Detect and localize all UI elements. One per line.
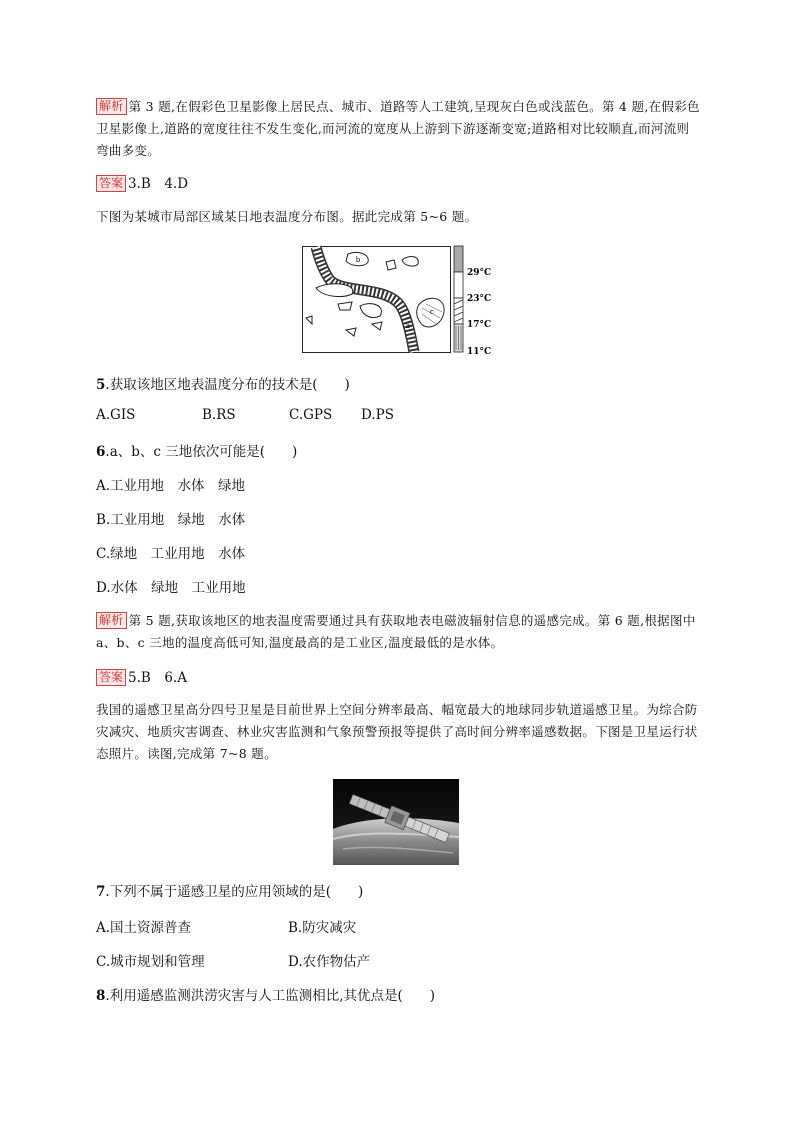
question-stem: .获取该地区地表温度分布的技术是( ) <box>105 377 350 393</box>
answer-tag: 答案 <box>96 669 126 686</box>
legend-29: 29°C <box>467 268 492 278</box>
q5-option-b: B.RS <box>202 407 236 423</box>
map-label-b: b <box>355 256 361 264</box>
question-stem: .a、b、c 三地依次可能是( ) <box>105 444 298 460</box>
intro-7-8: 我国的遥感卫星高分四号卫星是目前世界上空间分辨率最高、幅宽最大的地球同步轨道遥感卫星。为综合防灾减灾、地质灾害调查、林业灾害监测和气象预警预报等提供了高时间分辨率遥感数据。下图是卫星运行状态照片。读图,完成第 7~8 题。 <box>96 702 698 761</box>
q6-option-b: B.工业用地 绿地 水体 <box>96 512 246 528</box>
q7-option-b: B.防灾减灾 <box>288 920 357 936</box>
legend-11: 11°C <box>467 347 492 356</box>
analysis-tag: 解析 <box>96 612 127 629</box>
q7-option-d: D.农作物估产 <box>288 954 371 970</box>
question-stem: .利用遥感监测洪涝灾害与人工监测相比,其优点是( ) <box>105 988 436 1004</box>
map-label-c: c <box>430 308 434 316</box>
answer-5-6 <box>96 668 700 688</box>
legend-23: 23°C <box>467 294 492 304</box>
temperature-map <box>302 244 496 356</box>
intro-5-6: 下图为某城市局部区域某日地表温度分布图。据此完成第 5~6 题。 <box>96 209 478 224</box>
q6-option-a: A.工业用地 水体 绿地 <box>96 478 246 494</box>
q7-option-c: C.城市规划和管理 <box>96 954 205 970</box>
answer-3-4 <box>96 174 700 194</box>
analysis-text: 第 3 题,在假彩色卫星影像上居民点、城市、道路等人工建筑,呈现灰白色或浅蓝色。第 4 题,在假彩色卫星影像上,道路的宽度往往不发生变化,而河流的宽度从上游到下游逐渐变宽;道路相对比较顺直,而河流则弯曲多变。 <box>96 99 700 158</box>
q5-option-a: A.GIS <box>96 407 136 423</box>
question-8: 8.利用遥感监测洪涝灾害与人工监测相比,其优点是( ) <box>96 984 435 1004</box>
analysis-5-6 <box>96 610 700 654</box>
answer-text: 5.B 6.A <box>128 670 187 686</box>
question-stem: .下列不属于遥感卫星的应用领域的是( ) <box>105 884 364 900</box>
q7-option-a: A.国土资源普查 <box>96 920 192 936</box>
q6-option-c: C.绿地 工业用地 水体 <box>96 546 246 562</box>
analysis-text: 第 5 题,获取该地区的地表温度需要通过具有获取地表电磁波辐射信息的遥感完成。第 6 题,根据图中 a、b、c 三地的温度高低可知,温度最高的是工业区,温度最低的是水体。 <box>96 613 696 650</box>
q5-option-d: D.PS <box>361 407 394 423</box>
answer-tag: 答案 <box>96 175 126 192</box>
question-7: 7.下列不属于遥感卫星的应用领域的是( ) <box>96 880 363 900</box>
q5-option-c: C.GPS <box>289 407 333 423</box>
question-6: 6.a、b、c 三地依次可能是( ) <box>96 440 297 460</box>
satellite-photo <box>333 779 459 865</box>
question-5: 5.获取该地区地表温度分布的技术是( ) <box>96 373 350 393</box>
q6-option-d: D.水体 绿地 工业用地 <box>96 580 246 596</box>
legend-17: 17°C <box>467 320 492 330</box>
analysis-tag: 解析 <box>96 98 127 115</box>
analysis-3-4 <box>96 96 700 162</box>
map-label-a: a <box>405 322 411 330</box>
answer-text: 3.B 4.D <box>128 176 189 192</box>
